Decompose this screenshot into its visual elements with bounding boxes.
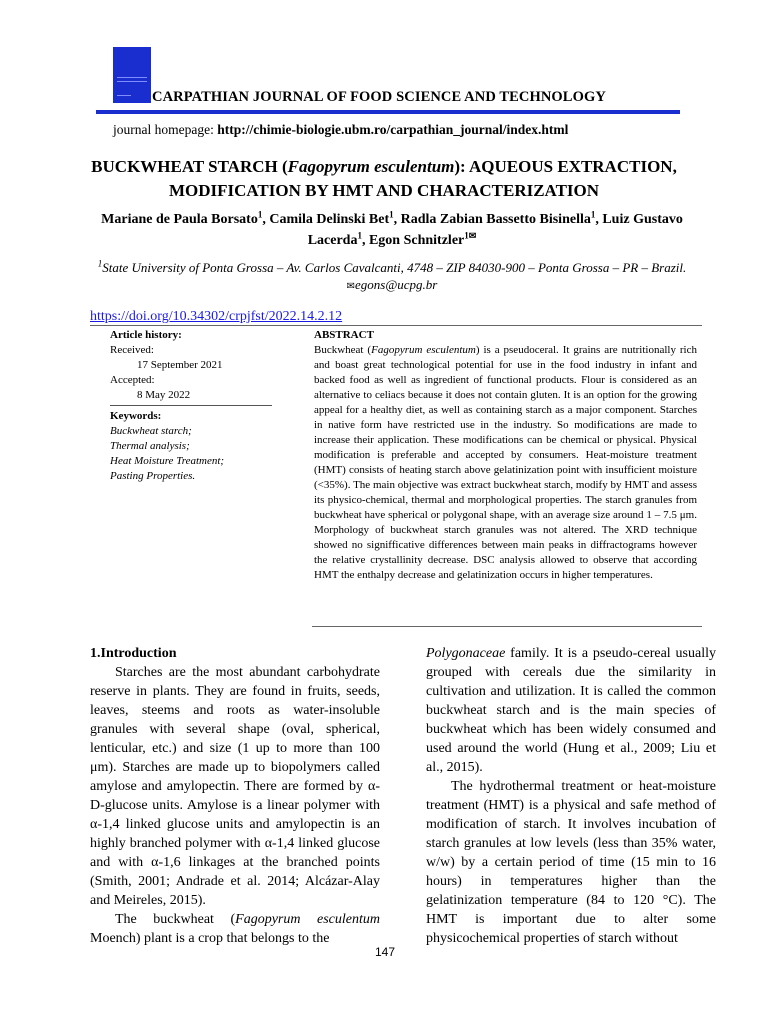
article-info bbox=[110, 328, 280, 484]
email-icon: ✉ bbox=[346, 281, 355, 292]
doi-link[interactable]: https://doi.org/10.34302/crpjfst/2022.14.2.12 bbox=[90, 309, 343, 324]
info-divider bbox=[110, 405, 272, 406]
author: Mariane de Paula Borsato$^1$, bbox=[101, 209, 270, 227]
title-part2: ): AQUEOUS EXTRACTION, MODIFICATION BY HMT AND CHARACTERIZATION bbox=[168, 157, 677, 200]
journal-title: CARPATHIAN JOURNAL OF FOOD SCIENCE AND TECHNOLOGY bbox=[152, 89, 606, 105]
received-date: 17 September 2021 bbox=[137, 359, 223, 371]
page-number: 147 bbox=[374, 945, 396, 959]
homepage-link[interactable]: http://chimie-biologie.ubm.ro/carpathian_journal/index.html bbox=[217, 122, 569, 137]
abstract bbox=[314, 328, 697, 583]
keyword: Pasting Properties. bbox=[110, 470, 196, 482]
affiliation-text: State University of Ponta Grossa – Av. Carlos Cavalcanti, 4748 – ZIP 84030-900 – Ponta Grossa – PR – Brazil. bbox=[102, 260, 687, 275]
section-heading: 1.Introduction bbox=[90, 646, 177, 661]
history-label: Article history: bbox=[110, 329, 182, 341]
title-part1: BUCKWHEAT STARCH ( bbox=[91, 157, 288, 176]
author: Egon Schnitzler$^{1✉}$ bbox=[368, 230, 477, 248]
author: Radla Zabian Bassetto Bisinella$^1$, bbox=[400, 209, 603, 227]
affiliation-sup: 1 bbox=[97, 258, 103, 269]
affiliation bbox=[92, 259, 692, 295]
received-label: Received: bbox=[110, 344, 154, 356]
keywords-label: Keywords: bbox=[110, 410, 162, 422]
body-column-right bbox=[426, 644, 716, 948]
author: Camila Delinski Bet$^1$, bbox=[269, 209, 401, 227]
accepted-label: Accepted: bbox=[110, 374, 155, 386]
keyword: Thermal analysis; bbox=[110, 440, 190, 452]
article-title bbox=[80, 155, 688, 203]
paragraph: The hydrothermal treatment or heat-moisture treatment (HMT) is a physical and safe method of modification of starch. It involves incubation of starch granules at low levels (less than 35% water, w/w) by a certain period of time (15 min to 16 hours) in temperatures higher than the gelatinization temperature (84 to 120 °C). The HMT is important due to alter some physicochemical properties of starch without bbox=[426, 779, 716, 946]
divider bbox=[90, 325, 702, 326]
paragraph: Polygonaceae family. It is a pseudo-cereal usually grouped with cereals due the similarity in cultivation and utilization. It is called the common buckwheat starch and is the main species of buckwheat which has been widely consumed and used around the world (Hung et al., 2009; Liu et al., 2015). bbox=[426, 646, 716, 775]
body-column-left bbox=[90, 644, 380, 948]
keyword: Heat Moisture Treatment; bbox=[110, 455, 225, 467]
abstract-text: Buckwheat (Fagopyrum esculentum) is a pseudoceral. It grains are nutritionally rich and boast great technological potential for use in the food industry in infant and backed food as well as ingredient of functional products. Flour is considered as an alternative to celiacs because it does not contain gluten. It is an option for the growing appeal for a healthy diet, as well as containing starch as a major component. Starches in native form have restricted use in the industry. So modifications are made to increase their application. These modifications can be chemical or physical. Physical modification is preferable and accepted by consumers. Heat-moisture treatment (HMT) consists of heating starch above gelatinization point with insufficient moisture (<35%). The main objective was extract buckwheat starch, modify by HMT and assess its physico-chemical, thermal and morphological properties. The starch granules from buckwheat have spherical or polygonal shape, with an average size around 1 – 7.5 μm. Morphology of buckwheat starch granules was not altered. The XRD technique showed no signifficative differences between main peaks in diffractograms however the relative crystallinity decrease. DSC analysis allowed to observe that according HMT the enthalpy decrease and gelatinization occurs in higher temperatures. bbox=[314, 344, 697, 581]
header-rule bbox=[96, 110, 680, 114]
journal-homepage bbox=[113, 122, 568, 138]
journal-logo bbox=[113, 47, 151, 103]
author: Luiz Gustavo Lacerda$^1$, bbox=[307, 212, 683, 248]
accepted-date: 8 May 2022 bbox=[137, 389, 191, 401]
homepage-label: journal homepage: bbox=[113, 122, 218, 137]
paragraph: Starches are the most abundant carbohydrate reserve in plants. They are found in fruits, seeds, leaves, steems and roots as water-insoluble granules with several shape (oval, spherical, lenticular, etc.) and size (1 up to more than 100 μm). Starches are made up to biopolymers called amylose and amylopectin. There are formed by α-D-glucose units. Amylose is a linear polymer with α-1,4 linked glucose units and amylopectin is an highly branched polymer with α-1,4 linked glucose and with α-1,6 linkages at the branched points (Smith, 2001; Andrade et al. 2014; Alcázar-Alay and Meireles, 2015). bbox=[90, 665, 380, 908]
paragraph: The buckwheat (Fagopyrum esculentum Moench) plant is a crop that belongs to the bbox=[90, 912, 380, 946]
author-list bbox=[92, 209, 692, 251]
corresponding-email[interactable]: egons@ucpg.br bbox=[355, 277, 438, 292]
abstract-divider bbox=[312, 626, 702, 627]
abstract-heading: ABSTRACT bbox=[314, 329, 374, 341]
title-species: Fagopyrum esculentum bbox=[287, 157, 455, 176]
keyword: Buckwheat starch; bbox=[110, 425, 192, 437]
